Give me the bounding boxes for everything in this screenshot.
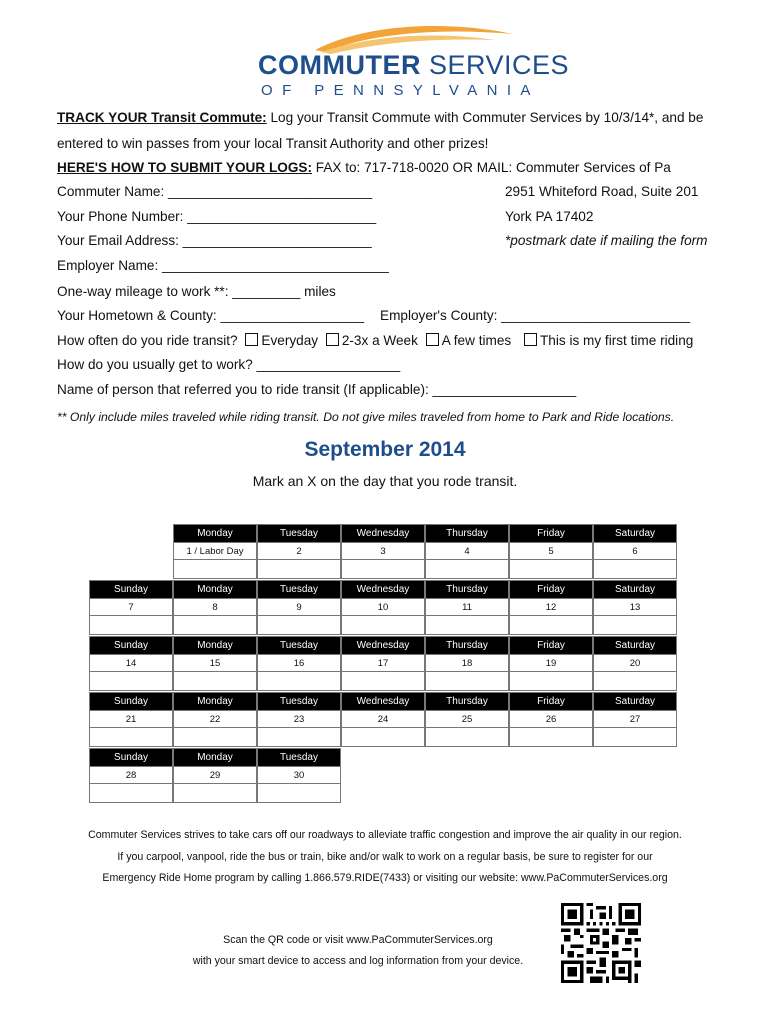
day-date-cell: 3 — [341, 542, 425, 560]
everyday-option-label: Everyday — [261, 333, 319, 348]
day-date-cell: 8 — [173, 598, 257, 616]
day-mark-cell[interactable] — [173, 783, 257, 803]
employer-county-field[interactable]: Employer's County: _________________________ — [380, 308, 691, 323]
day-header: Tuesday — [257, 692, 341, 711]
track-text: Log your Transit Commute with Commuter Services by 10/3/14*, and be — [266, 110, 704, 125]
qr-instruction-line-2: with your smart device to access and log information from your device. — [192, 955, 524, 967]
employer-name-field[interactable]: Employer Name: ______________________________ — [57, 258, 389, 273]
day-date-cell: 17 — [341, 654, 425, 672]
submit-line — [57, 160, 671, 175]
day-header: Saturday — [593, 524, 677, 543]
day-date-cell: 29 — [173, 766, 257, 784]
day-header: Thursday — [425, 636, 509, 655]
referrer-field[interactable]: Name of person that referred you to ride transit (If applicable): ___________________ — [57, 382, 577, 397]
day-date-cell: 10 — [341, 598, 425, 616]
day-header: Thursday — [425, 580, 509, 599]
day-mark-cell[interactable] — [341, 727, 425, 747]
day-header: Sunday — [89, 692, 173, 711]
track-line-2: entered to win passes from your local Transit Authority and other prizes! — [57, 136, 489, 151]
day-date-cell: 14 — [89, 654, 173, 672]
day-header: Monday — [173, 748, 257, 767]
day-mark-cell[interactable] — [257, 727, 341, 747]
day-header: Wednesday — [341, 636, 425, 655]
day-date-cell: 5 — [509, 542, 593, 560]
day-mark-cell[interactable] — [425, 671, 509, 691]
day-mark-cell[interactable] — [425, 727, 509, 747]
day-date-cell: 9 — [257, 598, 341, 616]
day-mark-cell[interactable] — [173, 559, 257, 579]
day-mark-cell[interactable] — [593, 727, 677, 747]
day-mark-cell[interactable] — [89, 727, 173, 747]
day-mark-cell[interactable] — [89, 615, 173, 635]
day-date-cell: 25 — [425, 710, 509, 728]
day-header: Tuesday — [257, 636, 341, 655]
day-date-cell: 27 — [593, 710, 677, 728]
day-date-cell: 18 — [425, 654, 509, 672]
day-mark-cell[interactable] — [89, 783, 173, 803]
day-date-cell: 11 — [425, 598, 509, 616]
day-header: Tuesday — [257, 524, 341, 543]
day-header: Friday — [509, 692, 593, 711]
day-date-cell: 1 / Labor Day — [173, 542, 257, 560]
commuter-name-field[interactable]: Commuter Name: ___________________________ — [57, 184, 373, 199]
qr-code-icon[interactable] — [561, 903, 641, 983]
day-mark-cell[interactable] — [509, 559, 593, 579]
day-date-cell: 16 — [257, 654, 341, 672]
day-mark-cell[interactable] — [509, 671, 593, 691]
day-date-cell: 20 — [593, 654, 677, 672]
day-mark-cell[interactable] — [257, 559, 341, 579]
track-label: TRACK YOUR Transit Commute: — [57, 110, 267, 125]
mileage-note: ** Only include miles traveled while riding transit. Do not give miles traveled from home to Park and Ride locations. — [57, 410, 675, 424]
hometown-county-field[interactable]: Your Hometown & County: ___________________ — [57, 308, 365, 323]
day-mark-cell[interactable] — [509, 727, 593, 747]
day-header: Monday — [173, 524, 257, 543]
day-mark-cell[interactable] — [173, 615, 257, 635]
logo-wordmark: COMMUTER SERVICES — [258, 50, 570, 80]
track-line — [57, 110, 703, 125]
day-date-cell: 2 — [257, 542, 341, 560]
day-header: Tuesday — [257, 748, 341, 767]
day-mark-cell[interactable] — [173, 727, 257, 747]
day-date-cell: 13 — [593, 598, 677, 616]
first-time-option-label: This is my first time riding — [539, 333, 694, 348]
day-header: Monday — [173, 692, 257, 711]
day-mark-cell[interactable] — [257, 615, 341, 635]
day-date-cell: 28 — [89, 766, 173, 784]
submit-text: FAX to: 717-718-0020 OR MAIL: Commuter Services of Pa — [311, 160, 671, 175]
day-date-cell: 19 — [509, 654, 593, 672]
day-mark-cell[interactable] — [341, 671, 425, 691]
everyday-checkbox[interactable] — [245, 333, 258, 346]
day-header: Tuesday — [257, 580, 341, 599]
day-header: Saturday — [593, 636, 677, 655]
day-mark-cell[interactable] — [341, 559, 425, 579]
day-date-cell: 21 — [89, 710, 173, 728]
day-header: Monday — [173, 636, 257, 655]
email-address-field[interactable]: Your Email Address: _________________________ — [57, 233, 372, 248]
mail-address-line-2: York PA 17402 — [505, 209, 594, 224]
day-mark-cell[interactable] — [593, 615, 677, 635]
first-time-checkbox[interactable] — [524, 333, 537, 346]
calendar-instruction: Mark an X on the day that you rode transit. — [252, 473, 518, 489]
day-header: Friday — [509, 524, 593, 543]
two-three-week-checkbox[interactable] — [326, 333, 339, 346]
day-mark-cell[interactable] — [509, 615, 593, 635]
day-header: Sunday — [89, 636, 173, 655]
day-mark-cell[interactable] — [425, 615, 509, 635]
day-header: Friday — [509, 580, 593, 599]
day-mark-cell[interactable] — [341, 615, 425, 635]
mileage-field[interactable]: One-way mileage to work **: _________ miles — [57, 284, 336, 299]
day-date-cell: 30 — [257, 766, 341, 784]
day-date-cell: 22 — [173, 710, 257, 728]
day-header: Thursday — [425, 692, 509, 711]
day-header: Wednesday — [341, 692, 425, 711]
few-times-option-label: A few times — [441, 333, 512, 348]
day-header: Wednesday — [341, 580, 425, 599]
day-header: Sunday — [89, 748, 173, 767]
submit-label: HERE'S HOW TO SUBMIT YOUR LOGS: — [57, 160, 312, 175]
calendar-month-title: September 2014 — [304, 438, 466, 461]
day-mark-cell[interactable] — [257, 671, 341, 691]
day-date-cell: 6 — [593, 542, 677, 560]
day-header: Monday — [173, 580, 257, 599]
day-mark-cell[interactable] — [173, 671, 257, 691]
commute-method-field[interactable]: How do you usually get to work? ___________________ — [57, 357, 401, 372]
day-header: Thursday — [425, 524, 509, 543]
ride-frequency-line — [57, 333, 693, 348]
few-times-checkbox[interactable] — [426, 333, 439, 346]
day-date-cell: 12 — [509, 598, 593, 616]
day-mark-cell[interactable] — [257, 783, 341, 803]
day-date-cell: 15 — [173, 654, 257, 672]
day-date-cell: 4 — [425, 542, 509, 560]
day-mark-cell[interactable] — [89, 671, 173, 691]
day-mark-cell[interactable] — [425, 559, 509, 579]
footer-emergency-ride-line: Emergency Ride Home program by calling 1.866.579.RIDE(7433) or visiting our website: www.PaCommuterServices.org — [102, 872, 668, 884]
footer-mission-line: Commuter Services strives to take cars off our roadways to alleviate traffic congestion and improve the air quality in our region. — [88, 829, 682, 841]
day-header: Friday — [509, 636, 593, 655]
day-date-cell: 26 — [509, 710, 593, 728]
day-header: Saturday — [593, 580, 677, 599]
ride-frequency-question: How often do you ride transit? — [57, 333, 238, 348]
day-header: Saturday — [593, 692, 677, 711]
mail-address-line-1: 2951 Whiteford Road, Suite 201 — [505, 184, 699, 199]
phone-number-field[interactable]: Your Phone Number: _________________________ — [57, 209, 377, 224]
day-mark-cell[interactable] — [593, 671, 677, 691]
day-date-cell: 23 — [257, 710, 341, 728]
two-three-week-option-label: 2-3x a Week — [341, 333, 418, 348]
day-header: Wednesday — [341, 524, 425, 543]
postmark-note: *postmark date if mailing the form — [505, 233, 708, 248]
logo-subtitle: OF PENNSYLVANIA — [261, 82, 540, 99]
commuter-services-logo — [255, 18, 570, 99]
day-date-cell: 7 — [89, 598, 173, 616]
day-header: Sunday — [89, 580, 173, 599]
footer-carpool-line: If you carpool, vanpool, ride the bus or train, bike and/or walk to work on a regular basis, be sure to register for our — [117, 851, 653, 863]
day-date-cell: 24 — [341, 710, 425, 728]
day-mark-cell[interactable] — [593, 559, 677, 579]
qr-instruction-line-1: Scan the QR code or visit www.PaCommuterServices.org — [223, 934, 493, 946]
